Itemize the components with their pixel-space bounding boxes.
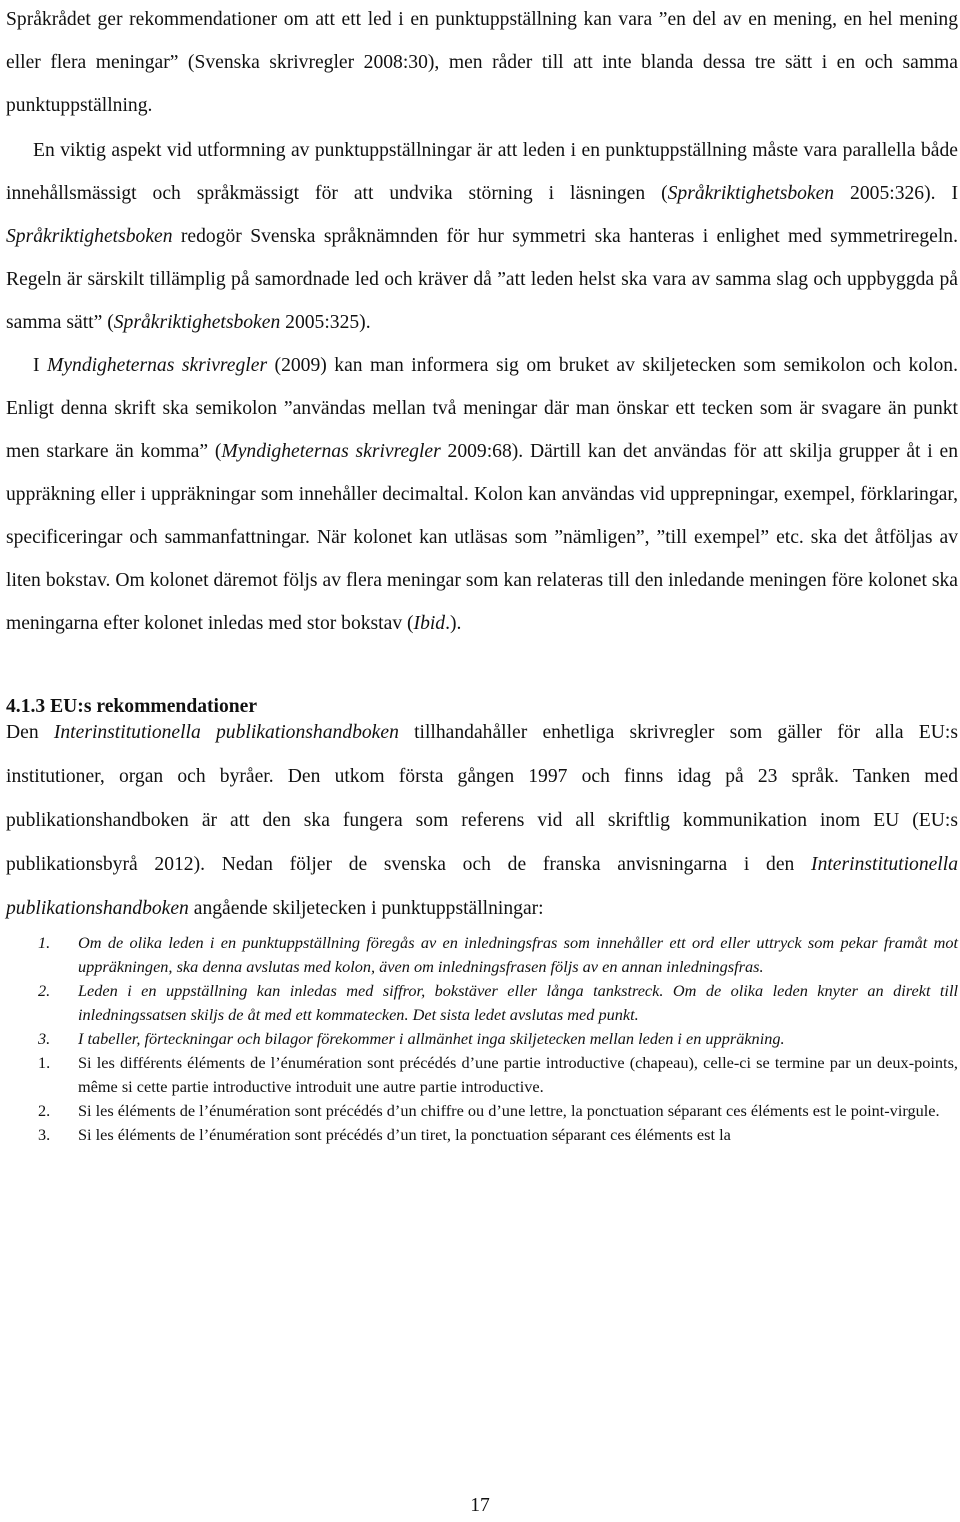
text-run: I — [33, 355, 48, 376]
text-run: 2009:68). Därtill kan det användas för att skilja grupper åt i en uppräkning eller i uppräkningar som innehåller decimaltal. Kolon kan användas vid upprepningar, exempel, förklaringar, specificeringar och sammanfattningar. När kolonet kan utläsas som ”nämligen”, ”till exempel” etc. ska det åtföljas av liten bokstav. Om kolonet däremot följs av flera meningar som kan relateras till den inledande meningen före kolonet ska meningarna efter kolonet inledas med stor bokstav ( — [6, 441, 958, 634]
text-run: angående skiljetecken i punktuppställningar: — [188, 898, 544, 919]
text-run: redogör Svenska språknämnden för hur symmetri ska hanteras i enlighet med symmetriregeln. Regeln är särskilt tillämplig på samordnade led och kräver då ”att leden helst ska vara av samma slag och uppbyggda på samma sätt” ( — [6, 226, 958, 333]
italic-title: Språkriktighetsboken — [667, 183, 835, 204]
section-heading: 4.1.3 EU:s rekommendationer — [6, 696, 258, 717]
list-item-text: Leden i en uppställning kan inledas med siffror, bokstäver eller långa tankstreck. Om de olika leden knyter an direkt till inledningssatsen skiljs de åt med ett kommatecken. Det sista ledet avslutas med punkt. — [78, 981, 958, 1024]
list-item-text: I tabeller, förteckningar och bilagor förekommer i allmänhet inga skiljetecken mellan leden i en uppräkning. — [78, 1029, 785, 1048]
french-guidelines-list — [6, 1051, 958, 1147]
text-run: tillhandahåller enhetliga skrivregler som gäller för alla EU:s institutioner, organ och byråer. Den utkom första gången 1997 och finns idag på 23 språk. Tanken med publikationshandboken är att den ska fungera som referens vid all skriftlig kommunikation inom EU (EU:s publikationsbyrå 2012). Nedan följer de svenska och de franska anvisningarna i den — [6, 722, 958, 875]
list-item — [6, 1051, 958, 1099]
text-run: (2009) kan man informera sig om bruket av skiljetecken som semikolon och kolon. Enligt denna skrift ska semikolon ”användas mellan två meningar där man önskar ett tecken som är svagare än punkt men starkare än komma” ( — [6, 355, 958, 462]
list-item-text: Si les éléments de l’énumération sont précédés d’un chiffre ou d’une lettre, la ponctuation séparant ces éléments est le point-virgule. — [78, 1101, 940, 1120]
list-item — [6, 1027, 958, 1051]
italic-title: Språkriktighetsboken — [6, 226, 173, 247]
italic-title: Språkriktighetsboken — [113, 312, 281, 333]
text-run: .). — [445, 613, 462, 634]
italic-title: Myndigheternas skrivregler — [47, 355, 268, 376]
list-number: 2. — [38, 981, 51, 1000]
list-item — [6, 979, 958, 1027]
italic-title: Myndigheternas skrivregler — [221, 441, 441, 462]
paragraph-3 — [6, 344, 958, 645]
list-item-text: Om de olika leden i en punktuppställning föregås av en inledningsfras som innehåller ett ord eller uttryck som pekar framåt mot uppräkningen, ska denna avslutas med kolon, även om inledningsfrasen följs av en annan inledningsfras. — [78, 933, 958, 976]
italic-title: Ibid — [413, 613, 446, 634]
swedish-guidelines-list — [6, 931, 958, 1051]
document-page — [6, 0, 958, 1147]
list-item-text: Si les éléments de l’énumération sont précédés d’un tiret, la ponctuation séparant ces éléments est la — [78, 1125, 731, 1144]
paragraph-4 — [6, 711, 958, 931]
italic-title: Interinstitutionella publikationshandboken — [53, 722, 399, 743]
list-item-text: Si les différents éléments de l’énumération sont précédés d’une partie introductive (chapeau), celle-ci se termine par un deux-points, même si cette partie introductive introduit une autre partie introductive. — [78, 1053, 958, 1096]
list-number: 2. — [38, 1101, 51, 1120]
page-number: 17 — [470, 1495, 490, 1516]
list-number: 1. — [38, 933, 51, 952]
text-run: 2005:325). — [280, 312, 371, 333]
text-run: En viktig aspekt vid utformning av punktuppställningar är att leden i en punktuppställning måste vara parallella både innehållsmässigt och språkmässigt för att undvika störning i läsningen ( — [6, 140, 958, 204]
list-item — [6, 1099, 958, 1123]
paragraph-1: Språkrådet ger rekommendationer om att ett led i en punktuppställning kan vara ”en del av en mening, en hel mening eller flera meningar” (Svenska skrivregler 2008:30), men råder till att inte blanda dessa tre sätt i en och samma punktuppställning. — [6, 9, 958, 116]
text-run: Den — [6, 722, 54, 743]
list-number: 3. — [38, 1029, 51, 1048]
paragraph-2 — [6, 129, 958, 344]
list-item — [6, 1123, 958, 1147]
list-number: 3. — [38, 1125, 51, 1144]
list-number: 1. — [38, 1053, 51, 1072]
text-run: 2005:326). I — [834, 183, 958, 204]
italic-title: Interinstitutionella publikationshandboken — [6, 854, 958, 919]
list-item — [6, 931, 958, 979]
